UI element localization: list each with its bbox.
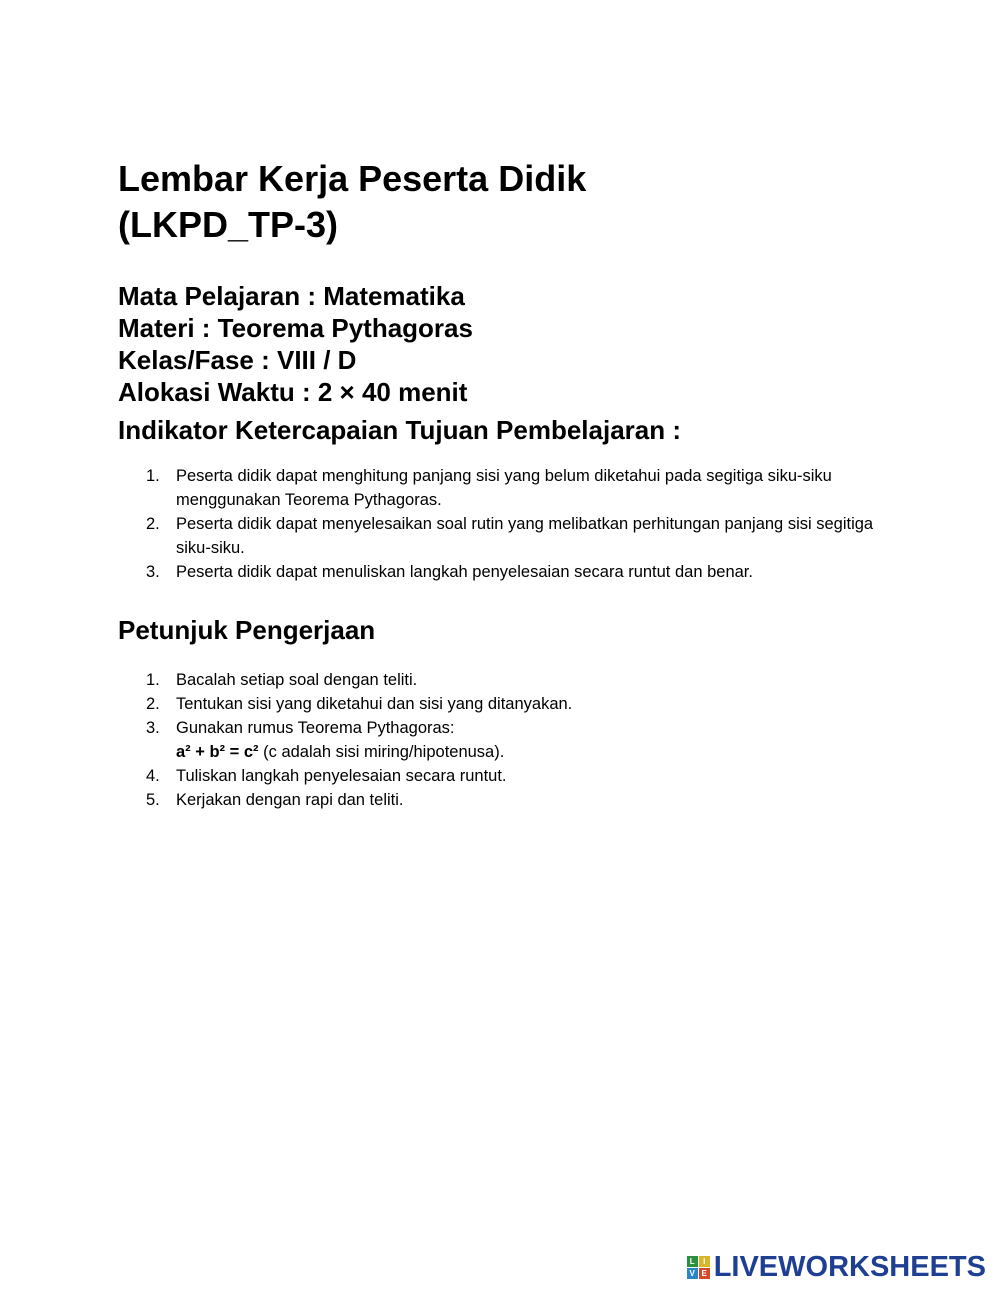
list-number: 2.: [146, 695, 160, 713]
brand-wordmark: LIVEWORKSHEETS: [713, 1251, 986, 1283]
formula-line: [176, 740, 906, 764]
list-item: [146, 692, 906, 716]
list-item: [146, 788, 906, 812]
list-text: Peserta didik dapat menuliskan langkah penyelesaian secara runtut dan benar.: [176, 563, 753, 581]
liveworksheets-brand: [687, 1252, 986, 1282]
list-number: 3.: [146, 563, 160, 581]
list-text: Peserta didik dapat menghitung panjang sisi yang belum diketahui pada segitiga siku-siku menggunakan Teorema Pythagoras.: [176, 467, 832, 509]
list-text: Bacalah setiap soal dengan teliti.: [176, 671, 418, 689]
liveworksheets-logo-icon: [687, 1256, 710, 1279]
list-text: Kerjakan dengan rapi dan teliti.: [176, 791, 404, 809]
list-number: 4.: [146, 767, 160, 785]
logo-letter: I: [699, 1256, 710, 1267]
logo-letter: L: [687, 1256, 698, 1267]
list-text: Tentukan sisi yang diketahui dan sisi yang ditanyakan.: [176, 695, 573, 713]
list-number: 1.: [146, 671, 160, 689]
list-item: [146, 764, 906, 788]
list-item: [146, 512, 906, 560]
petunjuk-heading: Petunjuk Pengerjaan: [118, 615, 376, 645]
title-line-2: (LKPD_TP-3): [118, 204, 339, 245]
list-item: [146, 668, 906, 692]
list-text: Tuliskan langkah penyelesaian secara runtut.: [176, 767, 507, 785]
list-number: 1.: [146, 467, 160, 485]
meta-block: [118, 280, 473, 408]
logo-letter: E: [699, 1268, 710, 1279]
petunjuk-list: [146, 668, 906, 812]
title-line-1: Lembar Kerja Peserta Didik: [118, 158, 587, 199]
meta-time: Alokasi Waktu : 2 × 40 menit: [118, 377, 468, 407]
list-number: 5.: [146, 791, 160, 809]
list-text: Peserta didik dapat menyelesaikan soal rutin yang melibatkan perhitungan panjang sisi segitiga siku-siku.: [176, 515, 874, 557]
formula-note: (c adalah sisi miring/hipotenusa).: [258, 743, 505, 761]
meta-material: Materi : Teorema Pythagoras: [118, 313, 473, 343]
list-item: [146, 464, 906, 512]
list-item: [146, 560, 906, 584]
list-text: Gunakan rumus Teorema Pythagoras:: [176, 719, 455, 737]
list-number: 3.: [146, 719, 160, 737]
indikator-list: [146, 464, 906, 584]
list-item: [146, 716, 906, 764]
page-title: [118, 156, 586, 248]
indikator-heading: Indikator Ketercapaian Tujuan Pembelajaran :: [118, 415, 682, 445]
meta-subject: Mata Pelajaran : Matematika: [118, 281, 465, 311]
logo-letter: V: [687, 1268, 698, 1279]
meta-class: Kelas/Fase : VIII / D: [118, 345, 357, 375]
pythagoras-formula: a² + b² = c²: [176, 743, 259, 761]
list-number: 2.: [146, 515, 160, 533]
